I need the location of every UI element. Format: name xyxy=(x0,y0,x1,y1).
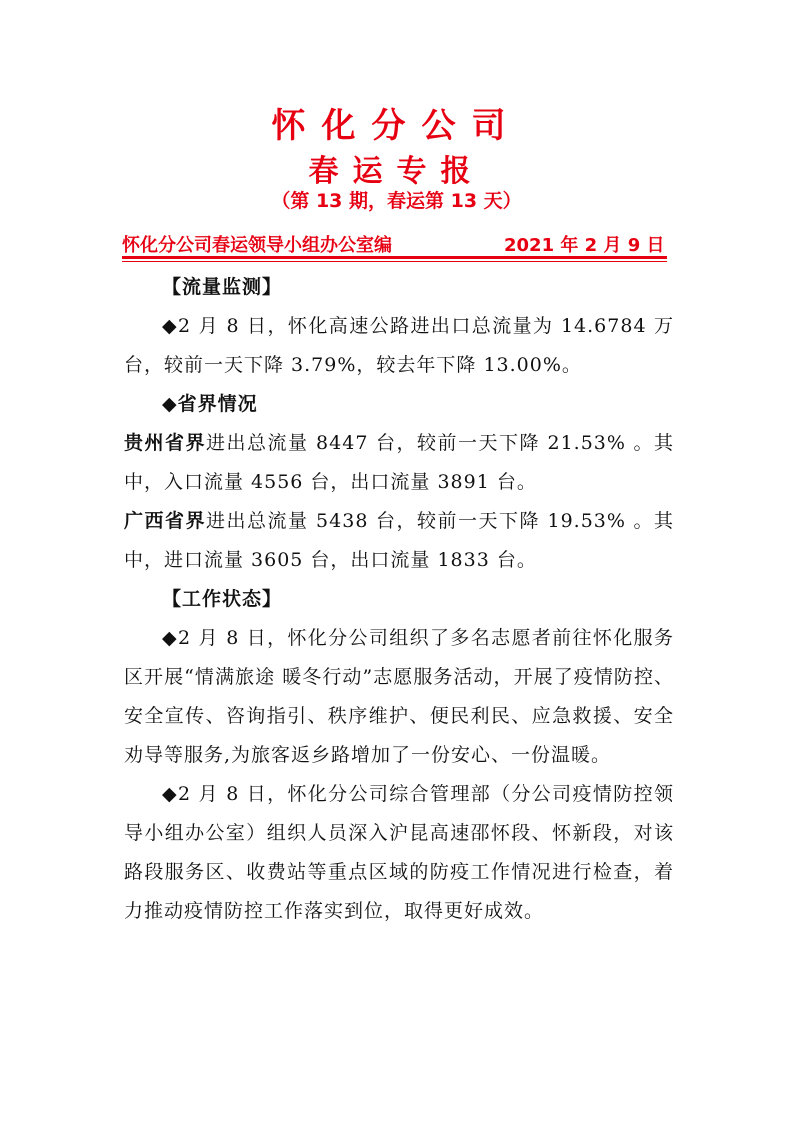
header-rule-thick xyxy=(122,256,667,259)
guangxi-paragraph xyxy=(124,502,674,580)
guangxi-label: 广西省界 xyxy=(124,510,207,532)
guizhou-label: 贵州省界 xyxy=(124,432,207,454)
guizhou-text: 进出总流量 8447 台，较前一天下降 21.53% 。其中，入口流量 4556 台，出口流量 3891 台。 xyxy=(124,432,674,493)
border-heading: ◆省界情况 xyxy=(162,393,258,415)
work-paragraph-2: ◆2 月 8 日，怀化分公司综合管理部（分公司疫情防控领导小组办公室）组织人员深入沪昆高速邵怀段、怀新段，对该路段服务区、收费站等重点区域的防疫工作情况进行检查，着力推动疫情防控工作落实到位，取得更好成效。 xyxy=(124,783,674,922)
traffic-paragraph: ◆2 月 8 日，怀化高速公路进出口总流量为 14.6784 万台，较前一天下降 3.79%，较去年下降 13.00%。 xyxy=(124,315,674,376)
work-paragraph-1: ◆2 月 8 日，怀化分公司组织了多名志愿者前往怀化服务区开展“情满旅途 暖冬行动”志愿服务活动，开展了疫情防控、安全宣传、咨询指引、秩序维护、便民利民、应急救援、安全劝导等服务,为旅客返乡路增加了一份安心、一份温暖。 xyxy=(124,627,674,766)
header-rule-thin xyxy=(122,261,667,262)
work-heading: 【工作状态】 xyxy=(162,588,283,610)
guizhou-paragraph xyxy=(124,424,674,502)
report-date: 2021 年 2 月 9 日 xyxy=(504,235,665,256)
issue-line: （第 13 期，春运第 13 天） xyxy=(271,190,522,212)
editor-line xyxy=(122,231,672,257)
report-body xyxy=(124,268,674,931)
traffic-heading: 【流量监测】 xyxy=(162,276,283,298)
org-title: 怀化分公司 xyxy=(271,106,522,146)
guangxi-text: 进出总流量 5438 台，较前一天下降 19.53% 。其中，进口流量 3605 台，出口流量 1833 台。 xyxy=(124,510,674,571)
report-title: 春运专报 xyxy=(308,154,485,189)
editor-name: 怀化分公司春运领导小组办公室编 xyxy=(122,235,392,256)
